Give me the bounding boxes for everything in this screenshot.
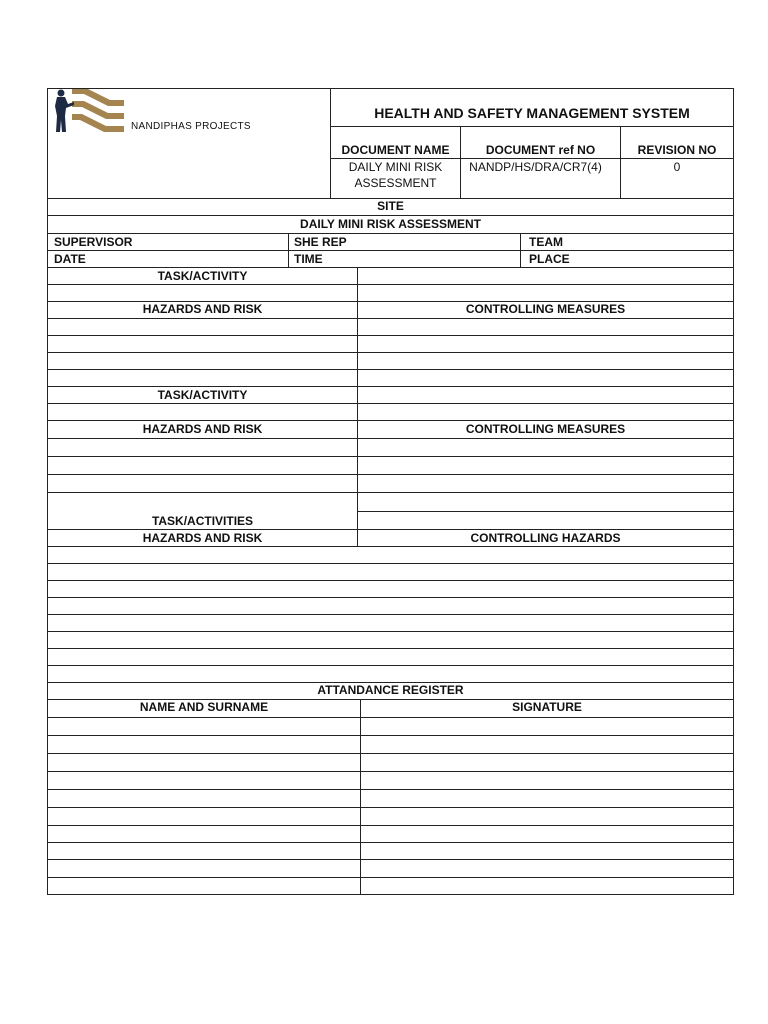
worker-icon — [55, 90, 74, 133]
hazards-risk-label-3: HAZARDS AND RISK — [142, 531, 263, 545]
company-logo — [52, 88, 128, 134]
task-activities-label-3: TASK/ACTIVITIES — [151, 514, 254, 528]
form-title: DAILY MINI RISK ASSESSMENT — [300, 217, 481, 231]
time-label: TIME — [294, 252, 323, 266]
document-name-value-2: ASSESSMENT — [354, 176, 437, 190]
system-title: HEALTH AND SAFETY MANAGEMENT SYSTEM — [374, 105, 690, 121]
attendance-register-title: ATTANDANCE REGISTER — [317, 683, 464, 697]
she-rep-label: SHE REP — [294, 235, 347, 249]
document-name-value-1: DAILY MINI RISK — [348, 160, 443, 174]
name-surname-label: NAME AND SURNAME — [139, 700, 269, 714]
task-activity-label-2: TASK/ACTIVITY — [157, 388, 248, 402]
company-name: NANDIPHAS PROJECTS — [131, 121, 251, 132]
team-label: TEAM — [529, 235, 563, 249]
revision-header: REVISION NO — [637, 143, 717, 157]
hazards-risk-label-1: HAZARDS AND RISK — [142, 302, 263, 316]
revision-value: 0 — [673, 160, 681, 174]
document-ref-header: DOCUMENT ref NO — [485, 143, 596, 157]
document-name-header: DOCUMENT NAME — [341, 143, 450, 157]
hazards-risk-label-2: HAZARDS AND RISK — [142, 422, 263, 436]
document-ref-value: NANDP/HS/DRA/CR7(4) — [469, 160, 602, 174]
signature-label: SIGNATURE — [512, 700, 582, 714]
task-activity-label-1: TASK/ACTIVITY — [157, 269, 248, 283]
date-label: DATE — [54, 252, 86, 266]
site-label: SITE — [377, 199, 404, 213]
controlling-measures-label-1: CONTROLLING MEASURES — [465, 302, 626, 316]
place-label: PLACE — [529, 252, 570, 266]
controlling-hazards-label-3: CONTROLLING HAZARDS — [470, 531, 621, 545]
supervisor-label: SUPERVISOR — [54, 235, 133, 249]
controlling-measures-label-2: CONTROLLING MEASURES — [465, 422, 626, 436]
